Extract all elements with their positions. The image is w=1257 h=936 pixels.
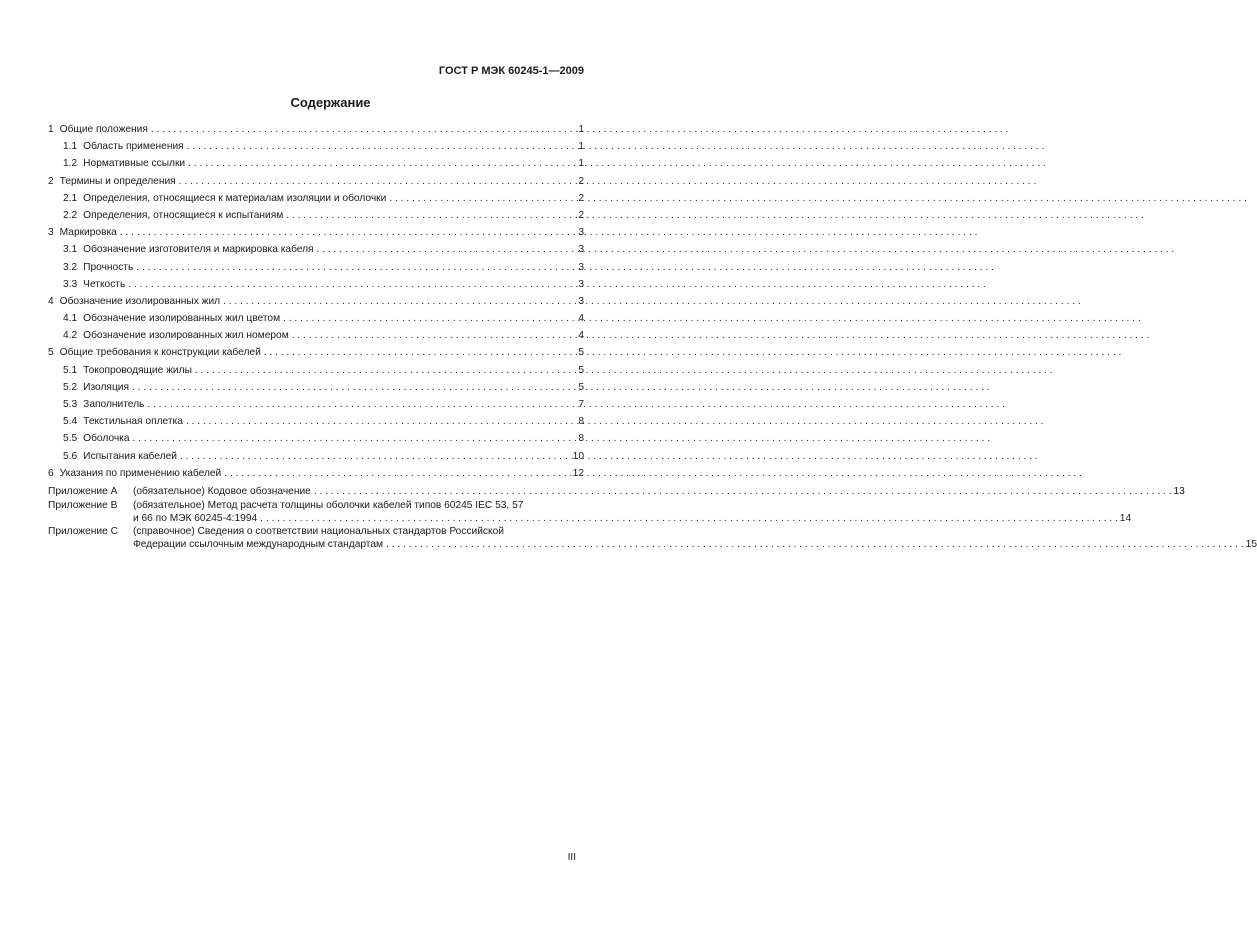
toc-entry-page: 8	[578, 416, 584, 428]
toc-entry-page: 1	[578, 158, 584, 170]
toc-entry-title: Изоляция	[83, 381, 129, 393]
toc-appendix-entry[interactable]	[48, 526, 1257, 552]
toc-appendix-entry[interactable]	[48, 499, 1132, 526]
toc-entry-page: 15	[1245, 539, 1257, 551]
toc-entry-page: 13	[1173, 485, 1185, 497]
appendix-title-line	[133, 539, 1257, 552]
toc-leader-dots	[188, 158, 576, 169]
toc-entry-number: 1.1	[63, 141, 78, 153]
toc-entry-number: 5	[48, 347, 54, 359]
toc-subsection-entry[interactable]	[48, 365, 584, 382]
toc-entry-title: Прочность	[83, 261, 134, 273]
toc-entry-number: 4	[48, 295, 54, 307]
toc-entry-page: 12	[572, 467, 584, 479]
toc-section-entry[interactable]	[48, 124, 584, 141]
toc-entry-page: 5	[578, 364, 584, 376]
toc-entry-title: Испытания кабелей	[83, 450, 178, 462]
toc-entry-title: Указания по применению кабелей	[59, 467, 222, 479]
toc-entry-page: 4	[578, 330, 584, 342]
toc-entry-title: Маркировка	[59, 227, 117, 239]
toc-leader-dots	[317, 244, 577, 255]
toc-section-entry[interactable]	[48, 347, 584, 364]
toc-entry-title: Обозначение изолированных жил номером	[83, 330, 289, 342]
toc-entry-page: 4	[578, 313, 584, 325]
toc-leader-dots	[286, 210, 576, 221]
toc-entry-number: 3.2	[63, 261, 78, 273]
toc-leader-dots	[195, 365, 576, 376]
toc-leader-dots	[120, 227, 576, 238]
toc-entry-title: Заполнитель	[83, 399, 145, 410]
toc-entry-number: 4.1	[63, 313, 78, 325]
toc-leader-dots	[179, 176, 577, 187]
appendix-label: Приложение В	[48, 499, 118, 511]
toc-leader-dots	[186, 416, 576, 427]
toc-leader-dots	[133, 433, 577, 444]
toc-subsection-entry[interactable]	[48, 399, 584, 416]
toc-entry-page: 3	[578, 278, 584, 290]
toc-entry-title: Оболочка	[83, 433, 130, 445]
appendix-title-line	[133, 500, 1131, 513]
toc-subsection-entry[interactable]	[48, 330, 584, 347]
appendix-body	[133, 486, 1185, 499]
toc-entry-number: 2.2	[63, 209, 78, 221]
document-code: ГОСТ Р МЭК 60245-1—2009	[438, 65, 584, 77]
toc-entry-page: 5	[578, 347, 584, 359]
toc-subsection-entry[interactable]	[48, 141, 584, 158]
toc-entry-page: 3	[578, 227, 584, 239]
toc-entry-number: 4.2	[63, 330, 78, 342]
toc-subsection-entry[interactable]	[48, 193, 584, 210]
toc-entry-page: 1	[578, 141, 584, 153]
toc-entry-page: 3	[578, 244, 584, 256]
toc-subsection-entry[interactable]	[48, 382, 584, 399]
toc-entry-page: 10	[572, 450, 584, 462]
toc-subsection-entry[interactable]	[48, 210, 584, 227]
appendix-title-text: и 66 по МЭК 60245-4:1994	[133, 512, 258, 524]
toc-entry-number: 5.1	[63, 364, 78, 376]
page-title: Содержание	[290, 95, 371, 110]
toc-leader-dots	[264, 347, 577, 358]
appendix-title-text: (обязательное) Метод расчета толщины оболочки кабелей типов 60245 IEC 53, 57	[133, 499, 524, 511]
appendix-body	[133, 526, 1257, 552]
toc-entry-page: 1	[578, 124, 584, 135]
toc-subsection-entry[interactable]	[48, 451, 584, 468]
table-of-contents	[48, 124, 1257, 552]
toc-subsection-entry[interactable]	[48, 416, 584, 433]
toc-leader-dots	[260, 513, 1118, 526]
toc-leader-dots	[147, 399, 576, 410]
toc-leader-dots	[136, 262, 576, 273]
toc-entry-number: 5.2	[63, 381, 78, 393]
toc-leader-dots	[292, 330, 577, 341]
toc-leader-dots	[180, 451, 571, 462]
toc-entry-page: 5	[578, 381, 584, 393]
toc-entry-number: 2	[48, 175, 54, 187]
toc-section-entry[interactable]	[48, 227, 584, 244]
toc-entry-number: 5.3	[63, 399, 78, 410]
appendix-title-text: (справочное) Сведения о соответствии национальных стандартов Российской	[133, 526, 504, 538]
toc-entry-title: Обозначение изготовителя и маркировка кабеля	[83, 244, 314, 256]
appendix-title-line	[133, 486, 1185, 499]
toc-entry-number: 3	[48, 227, 54, 239]
toc-entry-number: 6	[48, 467, 54, 479]
toc-section-entry[interactable]	[48, 176, 584, 193]
toc-entry-page: 8	[578, 433, 584, 445]
toc-entry-title: Нормативные ссылки	[83, 158, 186, 170]
toc-leader-dots	[187, 141, 577, 152]
toc-entry-number: 1	[48, 124, 54, 135]
toc-section-entry[interactable]	[48, 296, 584, 313]
toc-entry-title: Определения, относящиеся к материалам изоляции и оболочки	[83, 192, 387, 204]
toc-entry-page: 2	[578, 192, 584, 204]
page-number: III	[567, 852, 576, 863]
appendix-label: Приложение С	[48, 526, 118, 538]
toc-leader-dots	[389, 193, 576, 204]
toc-leader-dots	[283, 313, 576, 324]
toc-section-entry[interactable]	[48, 468, 584, 485]
toc-subsection-entry[interactable]	[48, 244, 584, 261]
toc-leader-dots	[386, 539, 1244, 552]
toc-entry-number: 1.2	[63, 158, 78, 170]
toc-entry-page: 2	[578, 209, 584, 221]
toc-leader-dots	[132, 382, 576, 393]
toc-entry-page: 3	[578, 261, 584, 273]
toc-leader-dots	[314, 486, 1172, 499]
toc-entry-title: Общие положения	[59, 124, 148, 135]
toc-entry-title: Текстильная оплетка	[83, 416, 183, 428]
toc-entry-title: Определения, относящиеся к испытаниям	[83, 209, 284, 221]
toc-entry-title: Токопроводящие жилы	[83, 364, 192, 376]
toc-entry-title: Область применения	[83, 141, 184, 153]
toc-entry-number: 3.1	[63, 244, 78, 256]
toc-leader-dots	[223, 296, 576, 307]
toc-entry-title: Термины и определения	[59, 175, 176, 187]
toc-subsection-entry[interactable]	[48, 262, 584, 279]
toc-leader-dots	[128, 279, 576, 290]
toc-entry-page: 14	[1119, 512, 1132, 524]
toc-entry-page: 7	[578, 399, 584, 410]
toc-subsection-entry[interactable]	[48, 433, 584, 450]
toc-subsection-entry[interactable]	[48, 313, 584, 330]
toc-entry-title: Общие требования к конструкции кабелей	[59, 347, 261, 359]
toc-entry-number: 5.5	[63, 433, 78, 445]
toc-entry-number: 2.1	[63, 192, 78, 204]
appendix-body	[133, 500, 1131, 526]
toc-leader-dots	[151, 124, 576, 135]
toc-entry-number: 5.6	[63, 450, 78, 462]
appendix-title-text: (обязательное) Кодовое обозначение	[133, 485, 311, 497]
toc-entry-number: 3.3	[63, 278, 78, 290]
toc-entry-page: 2	[578, 175, 584, 187]
toc-subsection-entry[interactable]	[48, 158, 584, 175]
toc-appendix-entry[interactable]	[48, 485, 1185, 499]
appendix-title-line	[133, 526, 1257, 539]
toc-leader-dots	[224, 468, 570, 479]
toc-entry-title: Четкость	[83, 278, 126, 290]
appendix-label: Приложение А	[48, 485, 118, 497]
appendix-title-line	[133, 513, 1131, 526]
toc-entry-title: Обозначение изолированных жил цветом	[83, 313, 281, 325]
toc-entry-title: Обозначение изолированных жил	[59, 295, 221, 307]
toc-entry-page: 3	[578, 295, 584, 307]
appendix-title-text: Федерации ссылочным международным стандартам	[133, 539, 384, 551]
toc-subsection-entry[interactable]	[48, 279, 584, 296]
toc-entry-number: 5.4	[63, 416, 78, 428]
